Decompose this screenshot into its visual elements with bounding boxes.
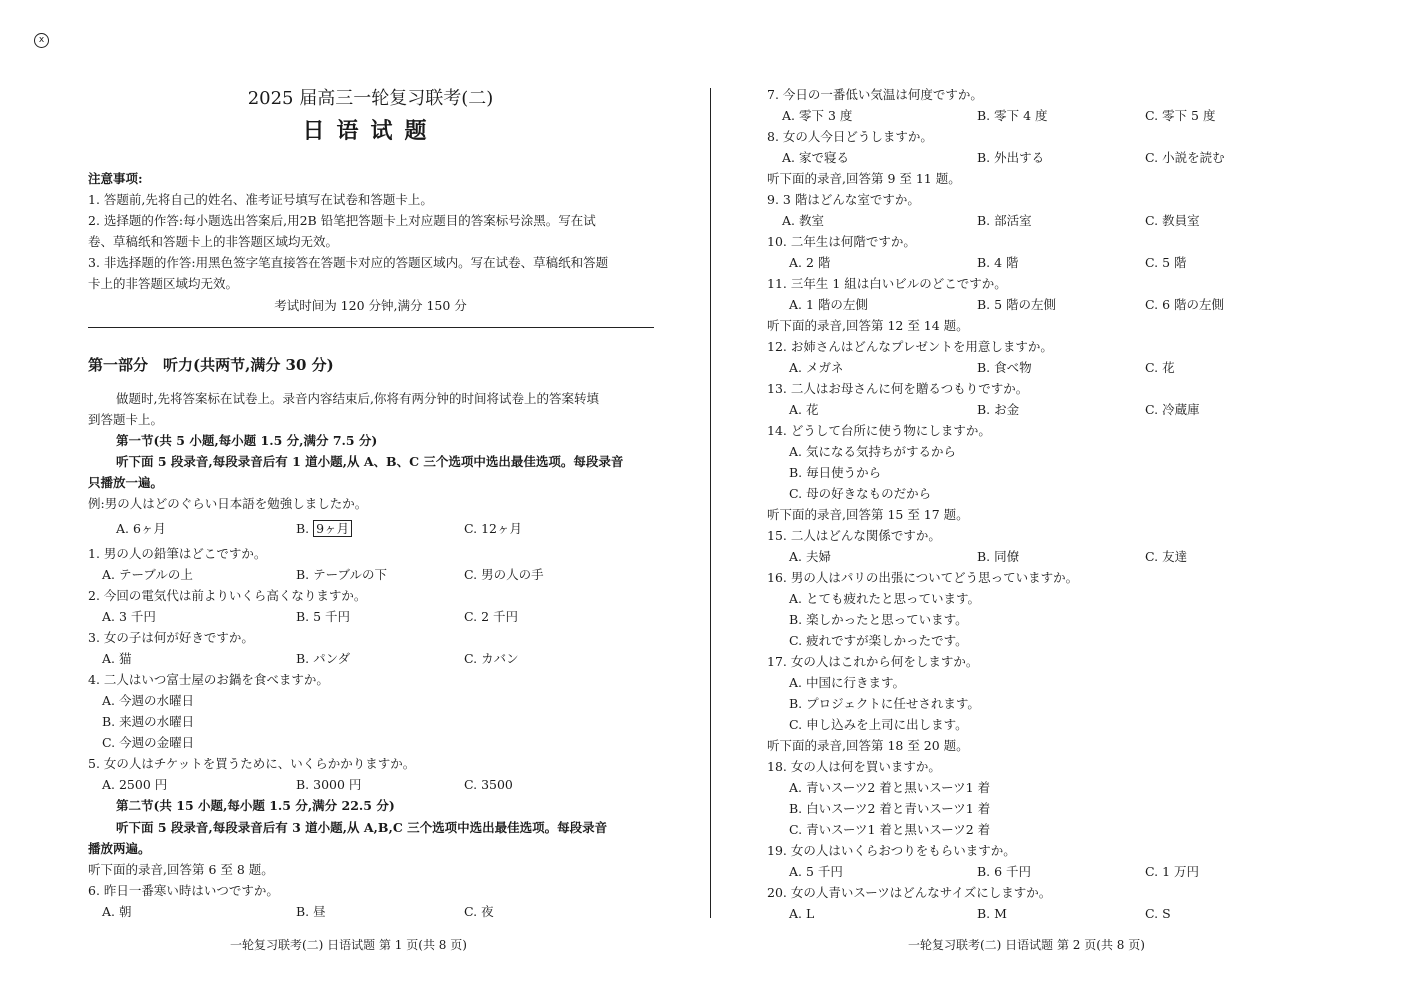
listen-instruction-6-8: 听下面的录音,回答第 6 至 8 题。 [88,862,274,877]
question-20-option-a: A. L [789,906,815,921]
exam-time: 考试时间为 120 分钟,满分 150 分 [274,298,467,313]
question-11-option-c: C. 6 階の左側 [1145,297,1224,312]
footer-page-1: 一轮复习联考(二) 日语试题 第 1 页(共 8 页) [230,938,467,952]
section1-instruction-line1: 听下面 5 段录音,每段录音后有 1 道小题,从 A、B、C 三个选项中选出最佳选项。每段录音 [116,454,624,469]
question-2-option-a: A. 3 千円 [102,609,156,624]
question-2-option-b: B. 5 千円 [296,609,351,624]
question-9-option-b: B. 部活室 [977,213,1032,228]
section2-instruction-line1: 听下面 5 段录音,每段录音后有 3 道小题,从 A,B,C 三个选项中选出最佳选项。每段录音 [116,820,608,835]
question-13-option-a: A. 花 [789,402,819,417]
question-5-option-c: C. 3500 [464,777,513,792]
question-10-option-c: C. 5 階 [1145,255,1187,270]
question-12: 12. お姉さんはどんなプレゼントを用意しますか。 [767,339,1053,354]
part1-intro-line2: 到答题卡上。 [88,412,164,427]
question-5-option-a: A. 2500 円 [102,777,168,792]
question-9-option-a: A. 教室 [782,213,824,228]
example-option-c: C. 12ヶ月 [464,521,522,536]
question-15-option-a: A. 夫婦 [789,549,831,564]
question-3-option-a: A. 猫 [102,651,132,666]
question-8-option-b: B. 外出する [977,150,1045,165]
section2-heading: 第二节(共 15 小题,每小题 1.5 分,满分 22.5 分) [116,798,395,813]
question-6-option-a: A. 朝 [102,904,132,919]
question-6-option-b: B. 昼 [296,904,326,919]
question-7-option-a: A. 零下 3 度 [782,108,853,123]
notice-item-2-line2: 卷、草稿纸和答题卡上的非答题区域均无效。 [88,234,339,249]
question-1-option-a: A. テーブルの上 [102,567,193,582]
exam-subject-title: 日语试题 [302,118,439,144]
example-answer-box: 9ヶ月 [313,520,352,537]
question-20-option-b: B. M [977,906,1007,921]
question-3-option-b: B. パンダ [296,651,351,666]
question-14-option-a: A. 気になる気持ちがするから [789,444,956,459]
question-10-option-b: B. 4 階 [977,255,1019,270]
listen-instruction-9-11: 听下面的录音,回答第 9 至 11 题。 [767,171,961,186]
question-10: 10. 二年生は何階ですか。 [767,234,916,249]
question-9-option-c: C. 教員室 [1145,213,1200,228]
question-11-option-a: A. 1 階の左側 [789,297,868,312]
question-4-option-a: A. 今週の水曜日 [102,693,194,708]
question-3-option-c: C. カバン [464,651,519,666]
question-8-option-a: A. 家で寝る [782,150,849,165]
section1-heading: 第一节(共 5 小题,每小题 1.5 分,满分 7.5 分) [116,433,378,448]
question-15-option-c: C. 友達 [1145,549,1188,564]
question-11-option-b: B. 5 階の左側 [977,297,1057,312]
footer-page-2: 一轮复习联考(二) 日语试题 第 2 页(共 8 页) [908,938,1145,952]
question-1-option-b: B. テーブルの下 [296,567,388,582]
example-option-b [296,518,352,539]
question-7-option-b: B. 零下 4 度 [977,108,1048,123]
notice-item-2-line1: 2. 选择题的作答:每小题选出答案后,用2B 铅笔把答题卡上对应题目的答案标号涂黑。写在试 [88,213,596,228]
question-18-option-c: C. 青いスーツ1 着と黒いスーツ2 着 [789,822,991,837]
question-13: 13. 二人はお母さんに何を贈るつもりですか。 [767,381,1029,396]
listen-instruction-12-14: 听下面的录音,回答第 12 至 14 题。 [767,318,969,333]
exam-title: 2025 届高三一轮复习联考(二) [247,88,494,109]
question-5: 5. 女の人はチケットを買うために、いくらかかりますか。 [88,756,416,771]
section1-instruction-line2: 只播放一遍。 [88,475,164,490]
question-19-option-a: A. 5 千円 [789,864,843,879]
question-13-option-b: B. お金 [977,402,1020,417]
question-18-option-a: A. 青いスーツ2 着と黒いスーツ1 着 [789,780,991,795]
question-5-option-b: B. 3000 円 [296,777,362,792]
notice-item-1: 1. 答题前,先将自己的姓名、准考证号填写在试卷和答题卡上。 [88,192,433,207]
question-12-option-b: B. 食べ物 [977,360,1032,375]
divider-rule [88,327,654,328]
question-17-option-b: B. プロジェクトに任せされます。 [789,696,980,711]
question-20-option-c: C. S [1145,906,1171,921]
question-14-option-b: B. 毎日使うから [789,465,882,480]
question-14-option-c: C. 母の好きなものだから [789,486,932,501]
question-7-option-c: C. 零下 5 度 [1145,108,1216,123]
question-16-option-b: B. 楽しかったと思っています。 [789,612,968,627]
page-divider [710,88,711,918]
question-17: 17. 女の人はこれから何をしますか。 [767,654,979,669]
question-4: 4. 二人はいつ富士屋のお鍋を食べますか。 [88,672,329,687]
question-17-option-c: C. 申し込みを上司に出します。 [789,717,968,732]
question-20: 20. 女の人青いスーツはどんなサイズにしますか。 [767,885,1052,900]
question-6: 6. 昨日一番寒い時はいつですか。 [88,883,279,898]
question-6-option-c: C. 夜 [464,904,494,919]
question-1: 1. 男の人の鉛筆はどこですか。 [88,546,267,561]
question-17-option-a: A. 中国に行きます。 [789,675,905,690]
example-option-a: A. 6ヶ月 [116,521,166,536]
question-7: 7. 今日の一番低い気温は何度ですか。 [767,87,983,102]
question-18: 18. 女の人は何を買いますか。 [767,759,941,774]
question-15-option-b: B. 同僚 [977,549,1020,564]
notice-heading: 注意事项: [88,171,143,186]
example-option-b-label: B. [296,521,310,536]
listen-instruction-15-17: 听下面的录音,回答第 15 至 17 题。 [767,507,969,522]
question-13-option-c: C. 冷蔵庫 [1145,402,1200,417]
question-18-option-b: B. 白いスーツ2 着と青いスーツ1 着 [789,801,991,816]
question-4-option-c: C. 今週の金曜日 [102,735,195,750]
question-16-option-a: A. とても疲れたと思っています。 [789,591,980,606]
question-16: 16. 男の人はパリの出張についてどう思っていますか。 [767,570,1079,585]
question-4-option-b: B. 来週の水曜日 [102,714,195,729]
question-2-option-c: C. 2 千円 [464,609,518,624]
part1-heading: 第一部分 听力(共两节,满分 30 分) [88,356,334,374]
question-14: 14. どうして台所に使う物にしますか。 [767,423,991,438]
question-11: 11. 三年生 1 組は白いビルのどこですか。 [767,276,1007,291]
notice-item-3-line1: 3. 非选择题的作答:用黑色签字笔直接答在答题卡对应的答题区域内。写在试卷、草稿纸和答题 [88,255,609,270]
question-8: 8. 女の人今日どうしますか。 [767,129,933,144]
listen-instruction-18-20: 听下面的录音,回答第 18 至 20 题。 [767,738,969,753]
question-15: 15. 二人はどんな関係ですか。 [767,528,941,543]
corner-mark: x [34,33,49,48]
section2-instruction-line2: 播放两遍。 [88,841,151,856]
example-question: 例:男の人はどのぐらい日本語を勉強しましたか。 [88,496,368,511]
question-19: 19. 女の人はいくらおつりをもらいますか。 [767,843,1016,858]
question-2: 2. 今回の電気代は前よりいくら高くなりますか。 [88,588,367,603]
question-16-option-c: C. 疲れですが楽しかったです。 [789,633,968,648]
notice-item-3-line2: 卡上的非答题区域均无效。 [88,276,239,291]
question-10-option-a: A. 2 階 [789,255,831,270]
part1-intro-line1: 做题时,先将答案标在试卷上。录音内容结束后,你将有两分钟的时间将试卷上的答案转填 [116,391,599,406]
question-3: 3. 女の子は何が好きですか。 [88,630,254,645]
question-1-option-c: C. 男の人の手 [464,567,544,582]
question-19-option-b: B. 6 千円 [977,864,1032,879]
question-19-option-c: C. 1 万円 [1145,864,1199,879]
question-12-option-c: C. 花 [1145,360,1175,375]
question-8-option-c: C. 小説を読む [1145,150,1225,165]
question-9: 9. 3 階はどんな室ですか。 [767,192,920,207]
question-12-option-a: A. メガネ [789,360,844,375]
